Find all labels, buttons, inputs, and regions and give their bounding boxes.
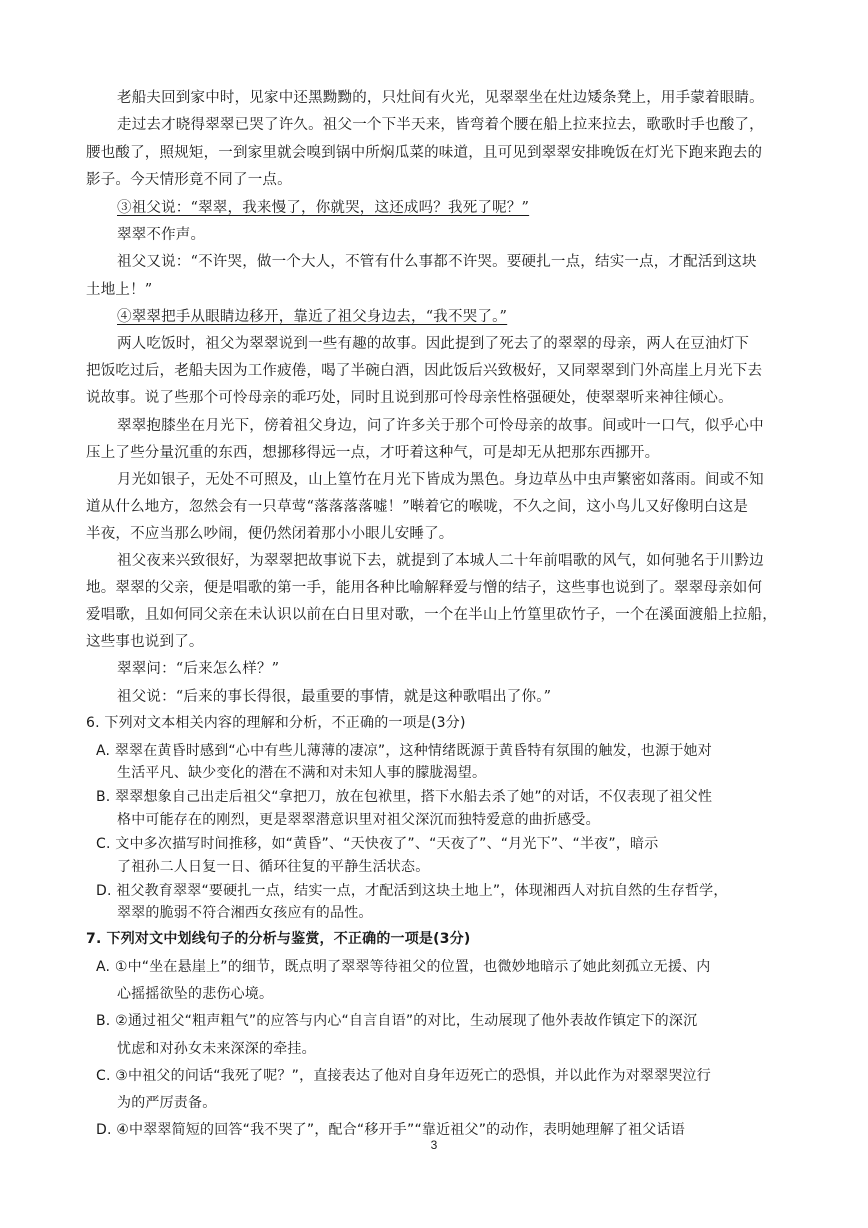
story-line: 腰也酸了，照规矩，一到家里就会嗅到锅中所焖瓜菜的味道，且可见到翠翠安排晚饭在灯光下跑来跑去的: [86, 145, 763, 161]
underlined-sentence-4: ④翠翠把手从眼睛边移开，靠近了祖父身边去，“我不哭了。”: [117, 309, 508, 325]
q7-option-c: C. ③中祖父的问话“我死了呢？”，直接表达了他对自身年迈死亡的恐惧，并以此作为对翠翠哭泣行: [96, 1068, 711, 1084]
story-line: 地。翠翠的父亲，便是唱歌的第一手，能用各种比喻解释爱与憎的结子，这些事也说到了。翠翠母亲如何: [86, 580, 763, 596]
story-line: 把饭吃过后，老船夫因为工作疲倦，喝了半碗白酒，因此饭后兴致极好，又同翠翠到门外高崖上月光下去: [86, 363, 763, 379]
story-line: 老船夫回到家中时，见家中还黑黝黝的，只灶间有火光，见翠翠坐在灶边矮条凳上，用手蒙着眼睛。: [117, 90, 764, 106]
story-line: 土地上！”: [86, 282, 153, 298]
q7-option-c-cont: 为的严厉责备。: [117, 1095, 217, 1111]
q7-option-d: D. ④中翠翠简短的回答“我不哭了”，配合“移开手”“靠近祖父”的动作，表明她理解了祖父话语: [96, 1122, 685, 1138]
story-line: 翠翠抱膝坐在月光下，傍着祖父身边，问了许多关于那个可怜母亲的故事。间或叶一口气，似乎心中: [117, 418, 764, 434]
story-line: 翠翠问：“后来怎么样？”: [117, 661, 280, 677]
q6-option-d: D. 祖父教育翠翠“要硬扎一点，结实一点，才配活到这块土地上”，体现湘西人对抗自然的生存哲学，: [96, 883, 728, 899]
story-line: 翠翠不作声。: [117, 227, 206, 243]
story-line: 月光如银子，无处不可照及，山上篁竹在月光下皆成为黑色。身边草丛中虫声繁密如落雨。间或不知: [117, 472, 764, 488]
q6-option-a: A. 翠翠在黄昏时感到“心中有些儿薄薄的凄凉”，这种情绪既源于黄昏特有氛围的触发，也源于她对: [96, 743, 712, 759]
q6-option-b-cont: 格中可能存在的刚烈，更是翠翠潜意识里对祖父深沉而独特爱意的曲折感受。: [117, 812, 600, 828]
q7-option-a-cont: 心摇摇欲坠的悲伤心境。: [117, 986, 274, 1002]
q6-option-c-cont: 了祖孙二人日复一日、循环往复的平静生活状态。: [117, 859, 430, 875]
story-line: 这些事也说到了。: [86, 634, 204, 650]
underlined-sentence-3: ③祖父说：“翠翠，我来慢了，你就哭，这还成吗？我死了呢？”: [117, 200, 530, 216]
q7-option-b-cont: 忧虑和对孙女未来深深的牵挂。: [117, 1041, 316, 1057]
story-line: 道从什么地方，忽然会有一只草莺“落落落落嘘！”啭着它的喉咙，不久之间，这小鸟儿又好像明白这是: [86, 499, 749, 515]
story-line: 压上了些分量沉重的东西，想挪移得远一点，才吁着这种气，可是却无从把那东西挪开。: [86, 445, 660, 461]
story-line: 两人吃饭时，祖父为翠翠说到一些有趣的故事。因此提到了死去了的翠翠的母亲，两人在豆油灯下: [117, 336, 750, 352]
q6-option-c: C. 文中多次描写时间推移，如“黄昏”、“天快夜了”、“天夜了”、“月光下”、“半夜”，暗示: [96, 836, 659, 852]
q6-option-a-cont: 生活平凡、缺少变化的潜在不满和对未知人事的朦胧渴望。: [117, 765, 487, 781]
story-line: 半夜，不应当那么吵闹，便仍然闭着那小小眼儿安睡了。: [86, 526, 454, 542]
story-line: 说故事。说了些那个可怜母亲的乖巧处，同时且说到那可怜母亲性格强硬处，使翠翠听来神往倾心。: [86, 390, 733, 406]
story-line: 走过去才晓得翠翠已哭了许久。祖父一个下半天来，皆弯着个腰在船上拉来拉去，歌歌时手也酸了，: [117, 117, 764, 133]
q6-option-d-cont: 翠翠的脆弱不符合湘西女孩应有的品性。: [117, 905, 373, 921]
story-line: 影子。今天情形竟不同了一点。: [86, 172, 292, 188]
question-7-stem: 7. 下列对文中划线句子的分析与鉴赏，不正确的一项是(3分): [86, 931, 471, 947]
story-line: 祖父夜来兴致很好，为翠翠把故事说下去，就提到了本城人二十年前唱歌的风气，如何驰名于川黔边: [117, 553, 764, 569]
q7-option-b: B. ②通过祖父“粗声粗气”的应答与内心“自言自语”的对比，生动展现了他外表故作镇定下的深沉: [96, 1013, 698, 1029]
q6-option-b: B. 翠翠想象自己出走后祖父“拿把刀，放在包袱里，搭下水船去杀了她”的对话，不仅表现了祖父性: [96, 789, 713, 805]
question-6-stem: 6. 下列对文本相关内容的理解和分析，不正确的一项是(3分): [86, 715, 466, 731]
story-line: 祖父又说：“不许哭，做一个大人，不管有什么事都不许哭。要硬扎一点，结实一点，才配活到这块: [117, 254, 757, 270]
q7-option-a: A. ①中“坐在悬崖上”的细节，既点明了翠翠等待祖父的位置，也微妙地暗示了她此刻孤立无援、内: [96, 959, 711, 975]
story-line: 祖父说：“后来的事长得很，最重要的事情，就是这种歌唱出了你。”: [117, 689, 552, 705]
page-number: 3: [430, 1138, 438, 1152]
story-line: 爱唱歌，且如何同父亲在未认识以前在白日里对歌，一个在半山上竹篁里砍竹子，一个在溪面渡船上拉船，: [86, 607, 777, 623]
